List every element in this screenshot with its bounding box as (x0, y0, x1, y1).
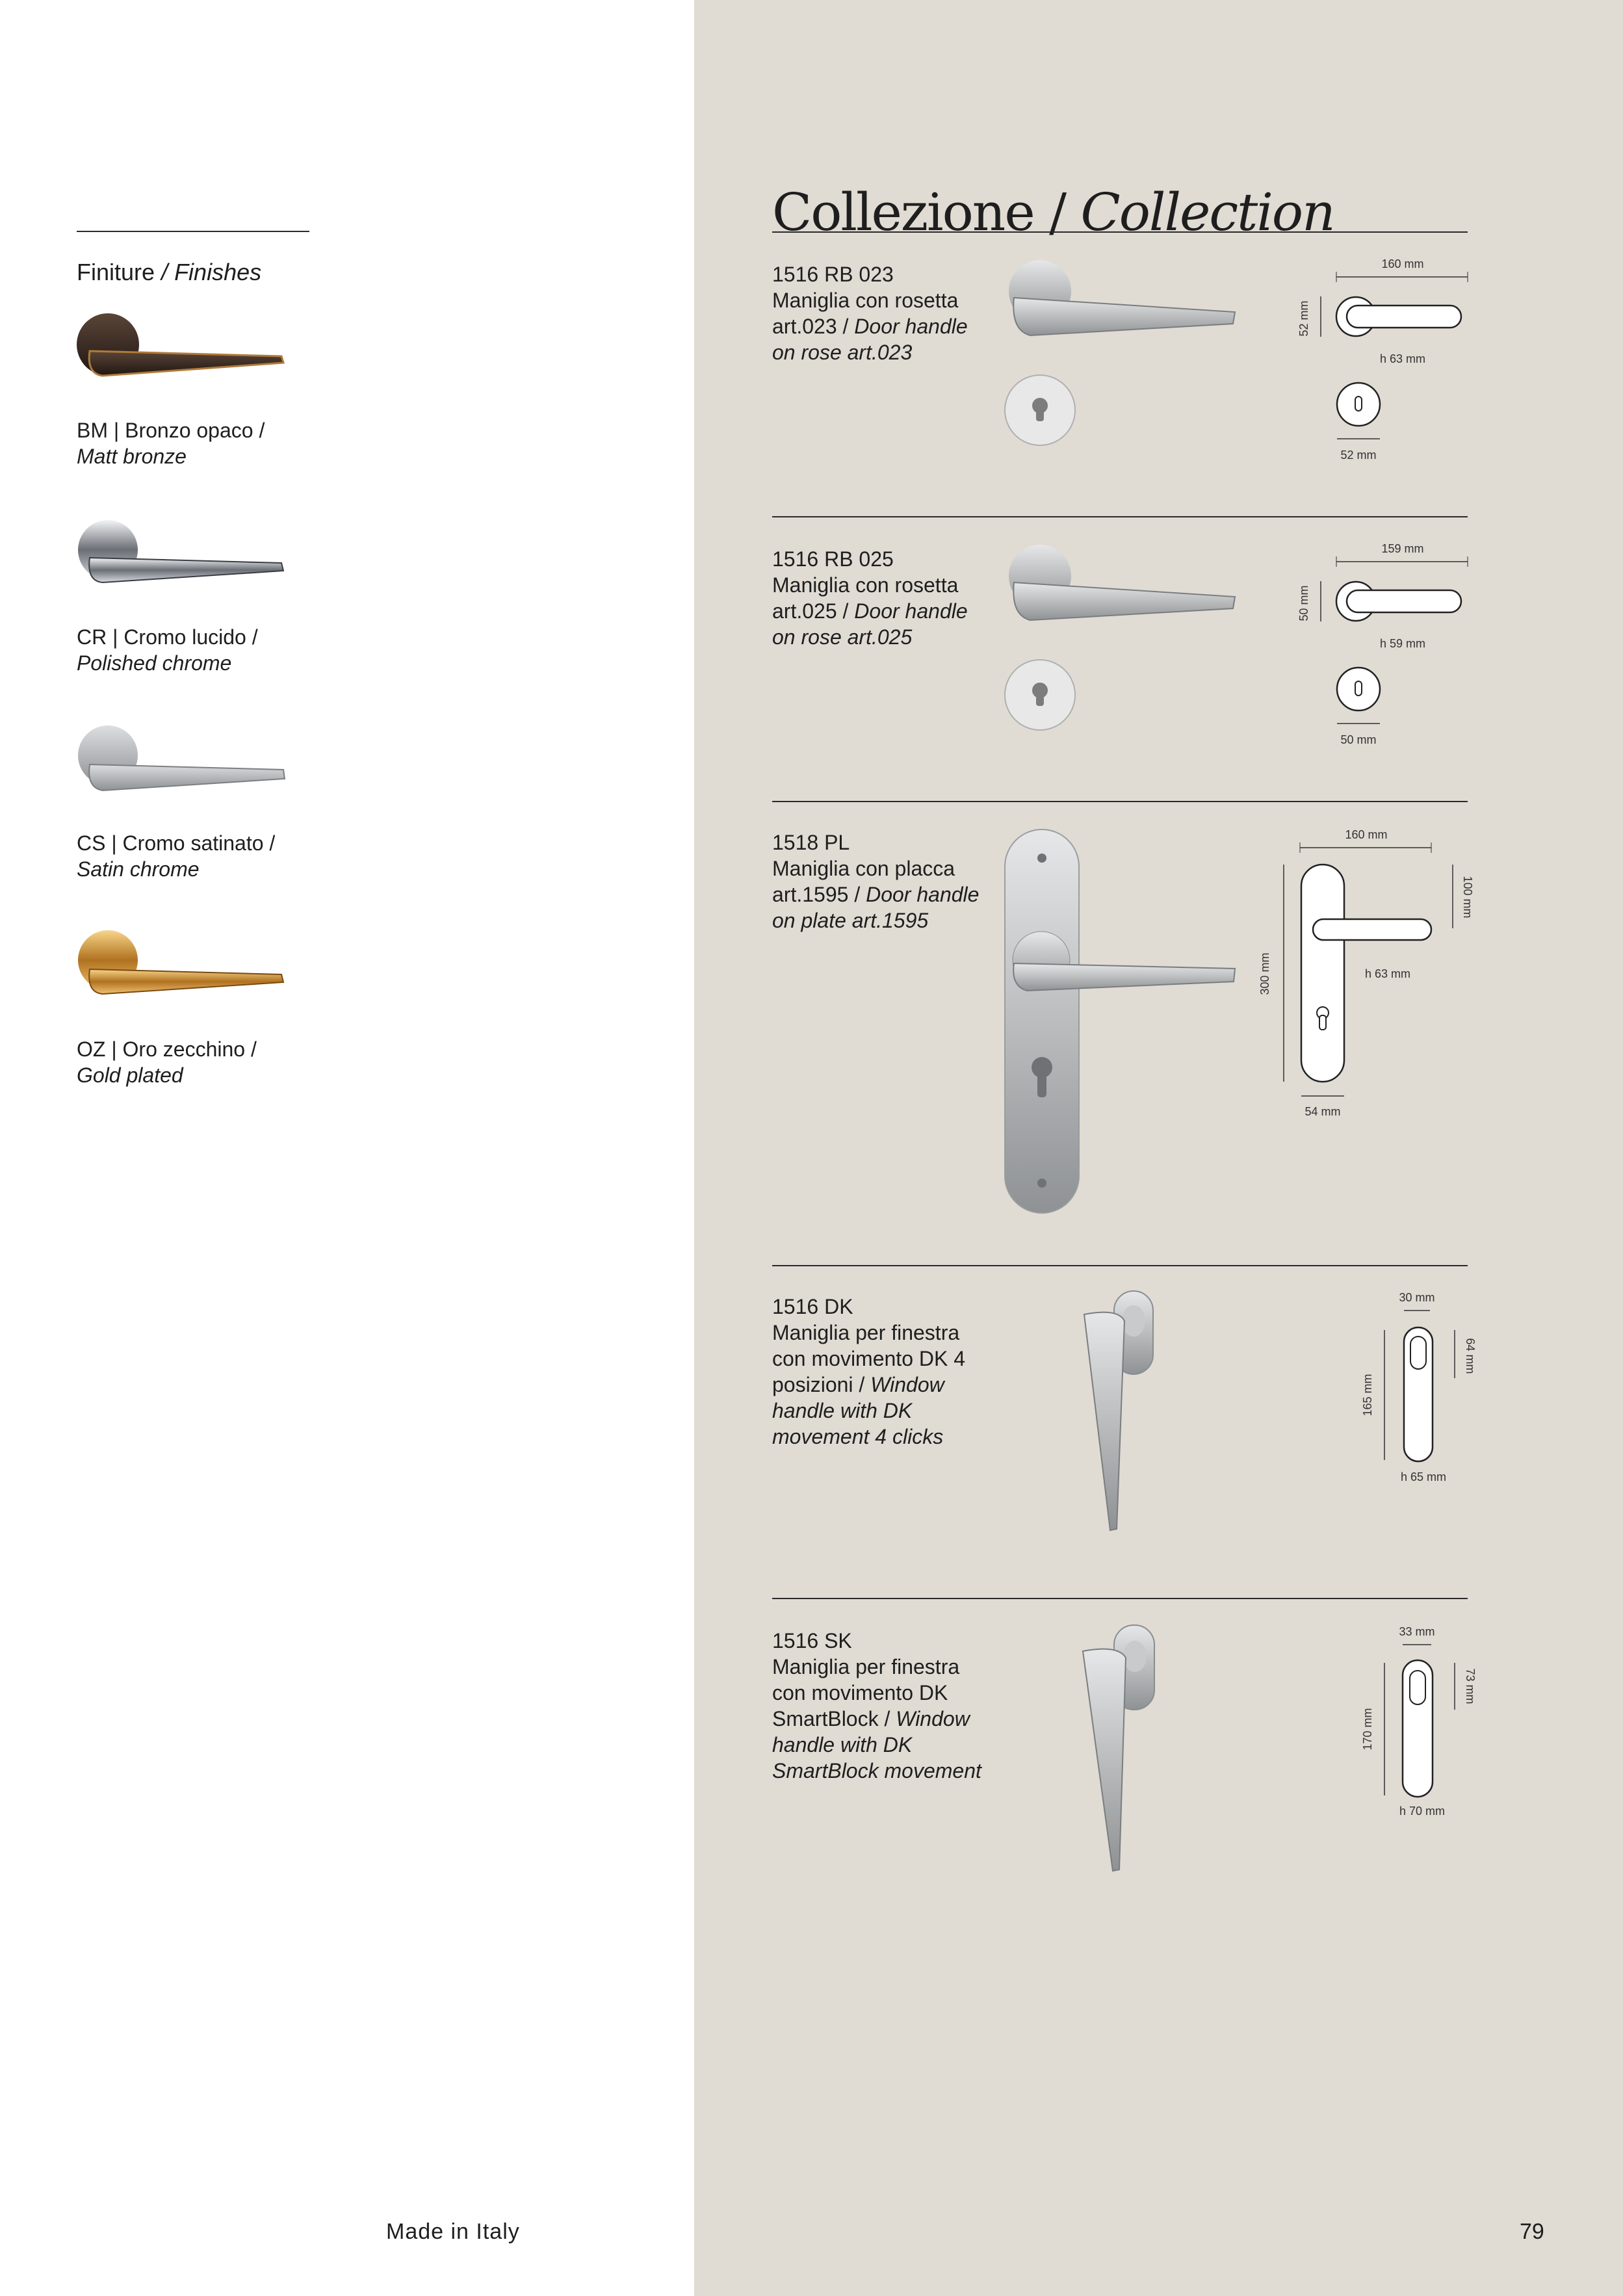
product-rule-1 (772, 516, 1468, 517)
dim-width-3: 160 mm (1345, 828, 1388, 841)
dim-height-4: h 65 mm (1400, 1470, 1447, 1483)
dim-width-2: 159 mm (1381, 542, 1424, 555)
product-text-5: 1516 SK Maniglia per finestra con movimento DK SmartBlock / Window handle with DK SmartBlock movement (772, 1629, 981, 1782)
dim-key-2: 50 mm (1340, 733, 1377, 746)
product-image-4 (1079, 1288, 1163, 1535)
product-rule-4 (772, 1598, 1468, 1599)
product-image-2-handle (1004, 543, 1238, 625)
dim-width-5: 33 mm (1399, 1625, 1435, 1638)
finish-thumb-bm (77, 306, 291, 384)
dim-plate-w-3: 54 mm (1305, 1105, 1341, 1118)
collection-rule (772, 231, 1468, 233)
dim-length-4: 165 mm (1361, 1374, 1374, 1416)
finish-label-cs: CS | Cromo satinato / Satin chrome (77, 831, 276, 881)
product-drawing-3 (1254, 824, 1475, 1123)
product-rule-2 (772, 801, 1468, 802)
dim-height-3: h 63 mm (1364, 967, 1411, 980)
product-image-5 (1079, 1623, 1163, 1876)
product-drawing-2 (1293, 538, 1488, 753)
dim-key-1: 52 mm (1340, 449, 1377, 462)
product-text-2: 1516 RB 025 Maniglia con rosetta art.025 / Door handle on rose art.025 (772, 547, 968, 649)
finishes-rule (77, 231, 309, 232)
dim-height-1: h 63 mm (1379, 352, 1426, 365)
dim-offset-3: 100 mm (1461, 876, 1474, 919)
product-text-4: 1516 DK Maniglia per finestra con movimento DK 4 posizioni / Window handle with DK movement 4 clicks (772, 1295, 966, 1448)
dim-plate-h-3: 300 mm (1258, 952, 1271, 995)
dim-length-5: 170 mm (1361, 1708, 1374, 1751)
dim-width-4: 30 mm (1399, 1291, 1435, 1304)
product-text-1: 1516 RB 023 Maniglia con rosetta art.023 / Door handle on rose art.023 (772, 263, 968, 364)
dim-width-1: 160 mm (1381, 257, 1424, 270)
dim-rose-2: 50 mm (1297, 585, 1310, 621)
finish-label-bm: BM | Bronzo opaco / Matt bronze (77, 419, 265, 468)
product-drawing-5 (1358, 1621, 1488, 1823)
dim-height-2: h 59 mm (1379, 637, 1426, 650)
made-in-italy: Made in Italy (386, 2219, 520, 2244)
product-image-2-rose (1003, 658, 1077, 732)
finish-label-cr: CR | Cromo lucido / Polished chrome (77, 625, 258, 675)
product-image-3 (1001, 827, 1241, 1217)
dim-rose-1: 52 mm (1297, 300, 1310, 337)
product-drawing-1 (1293, 254, 1488, 468)
finish-thumb-oz (77, 926, 291, 1004)
product-rule-3 (772, 1265, 1468, 1266)
dim-offset-5: 73 mm (1464, 1668, 1477, 1704)
page-number: 79 (1520, 2219, 1544, 2244)
dim-height-5: h 70 mm (1399, 1805, 1446, 1818)
product-drawing-4 (1358, 1287, 1488, 1489)
collection-title: Collezione / Collection (772, 182, 1334, 242)
dim-offset-4: 64 mm (1464, 1338, 1477, 1374)
finish-label-oz: OZ | Oro zecchino / Gold plated (77, 1037, 257, 1087)
product-image-1-handle (1004, 259, 1238, 340)
finish-thumb-cr (77, 514, 291, 592)
finishes-title: Finiture / Finishes (77, 259, 262, 285)
finish-thumb-cs (77, 720, 291, 798)
product-image-1-rose (1003, 373, 1077, 447)
product-text-3: 1518 PL Maniglia con placca art.1595 / Door handle on plate art.1595 (772, 831, 980, 932)
